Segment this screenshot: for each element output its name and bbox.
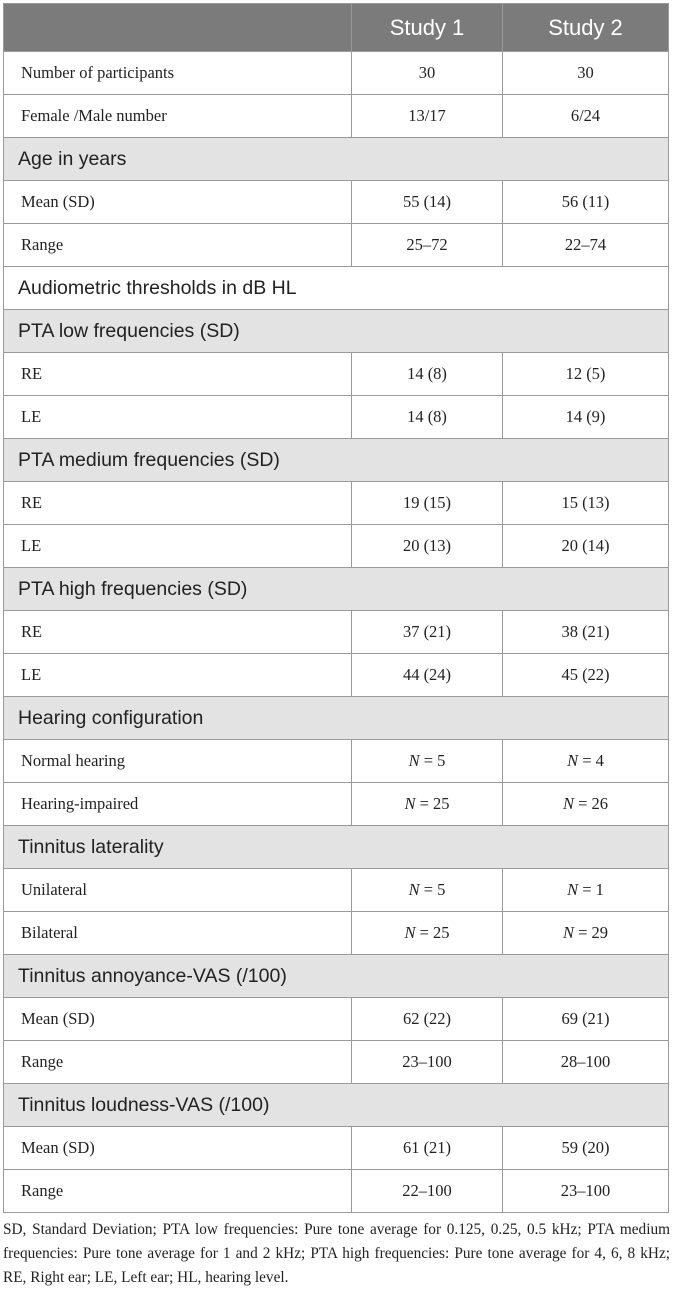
count-value: = 26: [573, 794, 609, 813]
row-label: LE: [4, 525, 352, 568]
section-title: PTA medium frequencies (SD): [4, 439, 669, 482]
table-row: [4, 52, 669, 95]
row-label: Range: [4, 1170, 352, 1213]
row-label: RE: [4, 611, 352, 654]
participant-characteristics-table: [3, 3, 669, 1213]
table-row: [4, 1170, 669, 1213]
header-study-1: Study 1: [352, 4, 503, 52]
study-2-value: 28–100: [503, 1041, 669, 1084]
study-1-value: 55 (14): [352, 181, 503, 224]
row-label: RE: [4, 353, 352, 396]
study-1-value: 20 (13): [352, 525, 503, 568]
study-2-value: [503, 783, 669, 826]
study-2-value: 45 (22): [503, 654, 669, 697]
study-1-value: 13/17: [352, 95, 503, 138]
study-1-value: 14 (8): [352, 353, 503, 396]
section-title: Hearing configuration: [4, 697, 669, 740]
count-value: = 5: [419, 751, 446, 770]
row-label: Normal hearing: [4, 740, 352, 783]
section-row: [4, 1084, 669, 1127]
study-2-value: 59 (20): [503, 1127, 669, 1170]
study-1-value: 19 (15): [352, 482, 503, 525]
table-row: [4, 611, 669, 654]
n-symbol: N: [404, 794, 416, 813]
section-title: Tinnitus loudness-VAS (/100): [4, 1084, 669, 1127]
row-label: Mean (SD): [4, 998, 352, 1041]
section-row: [4, 267, 669, 310]
header-blank-cell: [4, 4, 352, 52]
row-label: LE: [4, 396, 352, 439]
table-row: [4, 998, 669, 1041]
section-row: [4, 310, 669, 353]
table-row: [4, 525, 669, 568]
n-symbol: N: [567, 751, 579, 770]
table-row: [4, 224, 669, 267]
study-1-value: 25–72: [352, 224, 503, 267]
table-row: [4, 1041, 669, 1084]
study-1-value: [352, 912, 503, 955]
count-value: = 25: [415, 794, 450, 813]
study-2-value: [503, 740, 669, 783]
row-label: Mean (SD): [4, 1127, 352, 1170]
row-label: RE: [4, 482, 352, 525]
row-label: Female /Male number: [4, 95, 352, 138]
count-value: = 5: [419, 880, 446, 899]
row-label: Unilateral: [4, 869, 352, 912]
table-row: [4, 181, 669, 224]
study-1-value: 62 (22): [352, 998, 503, 1041]
n-symbol: N: [404, 923, 416, 942]
study-2-value: 22–74: [503, 224, 669, 267]
study-1-value: 61 (21): [352, 1127, 503, 1170]
study-1-value: [352, 869, 503, 912]
study-1-value: 14 (8): [352, 396, 503, 439]
n-symbol: N: [567, 880, 579, 899]
n-symbol: N: [562, 794, 574, 813]
section-row: [4, 439, 669, 482]
section-row: [4, 955, 669, 998]
count-value: = 4: [578, 751, 604, 770]
table-row: [4, 740, 669, 783]
section-title: PTA low frequencies (SD): [4, 310, 669, 353]
study-2-value: 56 (11): [503, 181, 669, 224]
section-row: [4, 697, 669, 740]
study-2-value: [503, 912, 669, 955]
table-container: [3, 3, 668, 1213]
section-row: [4, 138, 669, 181]
study-1-value: [352, 783, 503, 826]
table-row: [4, 396, 669, 439]
study-2-value: 12 (5): [503, 353, 669, 396]
row-label: Bilateral: [4, 912, 352, 955]
study-2-value: 20 (14): [503, 525, 669, 568]
row-label: LE: [4, 654, 352, 697]
row-label: Number of participants: [4, 52, 352, 95]
study-2-value: 23–100: [503, 1170, 669, 1213]
row-label: Range: [4, 1041, 352, 1084]
study-1-value: 22–100: [352, 1170, 503, 1213]
study-1-value: 30: [352, 52, 503, 95]
row-label: Hearing-impaired: [4, 783, 352, 826]
study-2-value: 30: [503, 52, 669, 95]
section-row: [4, 568, 669, 611]
study-2-value: 69 (21): [503, 998, 669, 1041]
header-row: [4, 4, 669, 52]
row-label: Mean (SD): [4, 181, 352, 224]
study-2-value: 38 (21): [503, 611, 669, 654]
n-symbol: N: [562, 923, 574, 942]
section-title: Age in years: [4, 138, 669, 181]
table-row: [4, 783, 669, 826]
study-2-value: 14 (9): [503, 396, 669, 439]
section-title: Tinnitus laterality: [4, 826, 669, 869]
study-2-value: 15 (13): [503, 482, 669, 525]
count-value: = 1: [578, 880, 604, 899]
count-value: = 29: [573, 923, 609, 942]
n-symbol: N: [408, 751, 420, 770]
header-study-2: Study 2: [503, 4, 669, 52]
section-title: Tinnitus annoyance-VAS (/100): [4, 955, 669, 998]
study-2-value: 6/24: [503, 95, 669, 138]
table-row: [4, 1127, 669, 1170]
study-1-value: 44 (24): [352, 654, 503, 697]
section-row: [4, 826, 669, 869]
table-row: [4, 654, 669, 697]
study-1-value: 23–100: [352, 1041, 503, 1084]
table-row: [4, 353, 669, 396]
table-row: [4, 912, 669, 955]
table-row: [4, 95, 669, 138]
row-label: Range: [4, 224, 352, 267]
n-symbol: N: [408, 880, 420, 899]
table-row: [4, 482, 669, 525]
study-2-value: [503, 869, 669, 912]
count-value: = 25: [415, 923, 450, 942]
table-row: [4, 869, 669, 912]
table-footnote: SD, Standard Deviation; PTA low frequencies: Pure tone average for 0.125, 0.25, 0.5 kHz; PTA medium frequencies: Pure tone average for 1 and 2 kHz; PTA high frequencies: Pure tone average for 4, 6, 8 kHz; RE, Right ear; LE, Left ear; HL, hearing level.: [3, 1221, 670, 1286]
study-1-value: [352, 740, 503, 783]
study-1-value: 37 (21): [352, 611, 503, 654]
section-title: Audiometric thresholds in dB HL: [4, 267, 669, 310]
section-title: PTA high frequencies (SD): [4, 568, 669, 611]
